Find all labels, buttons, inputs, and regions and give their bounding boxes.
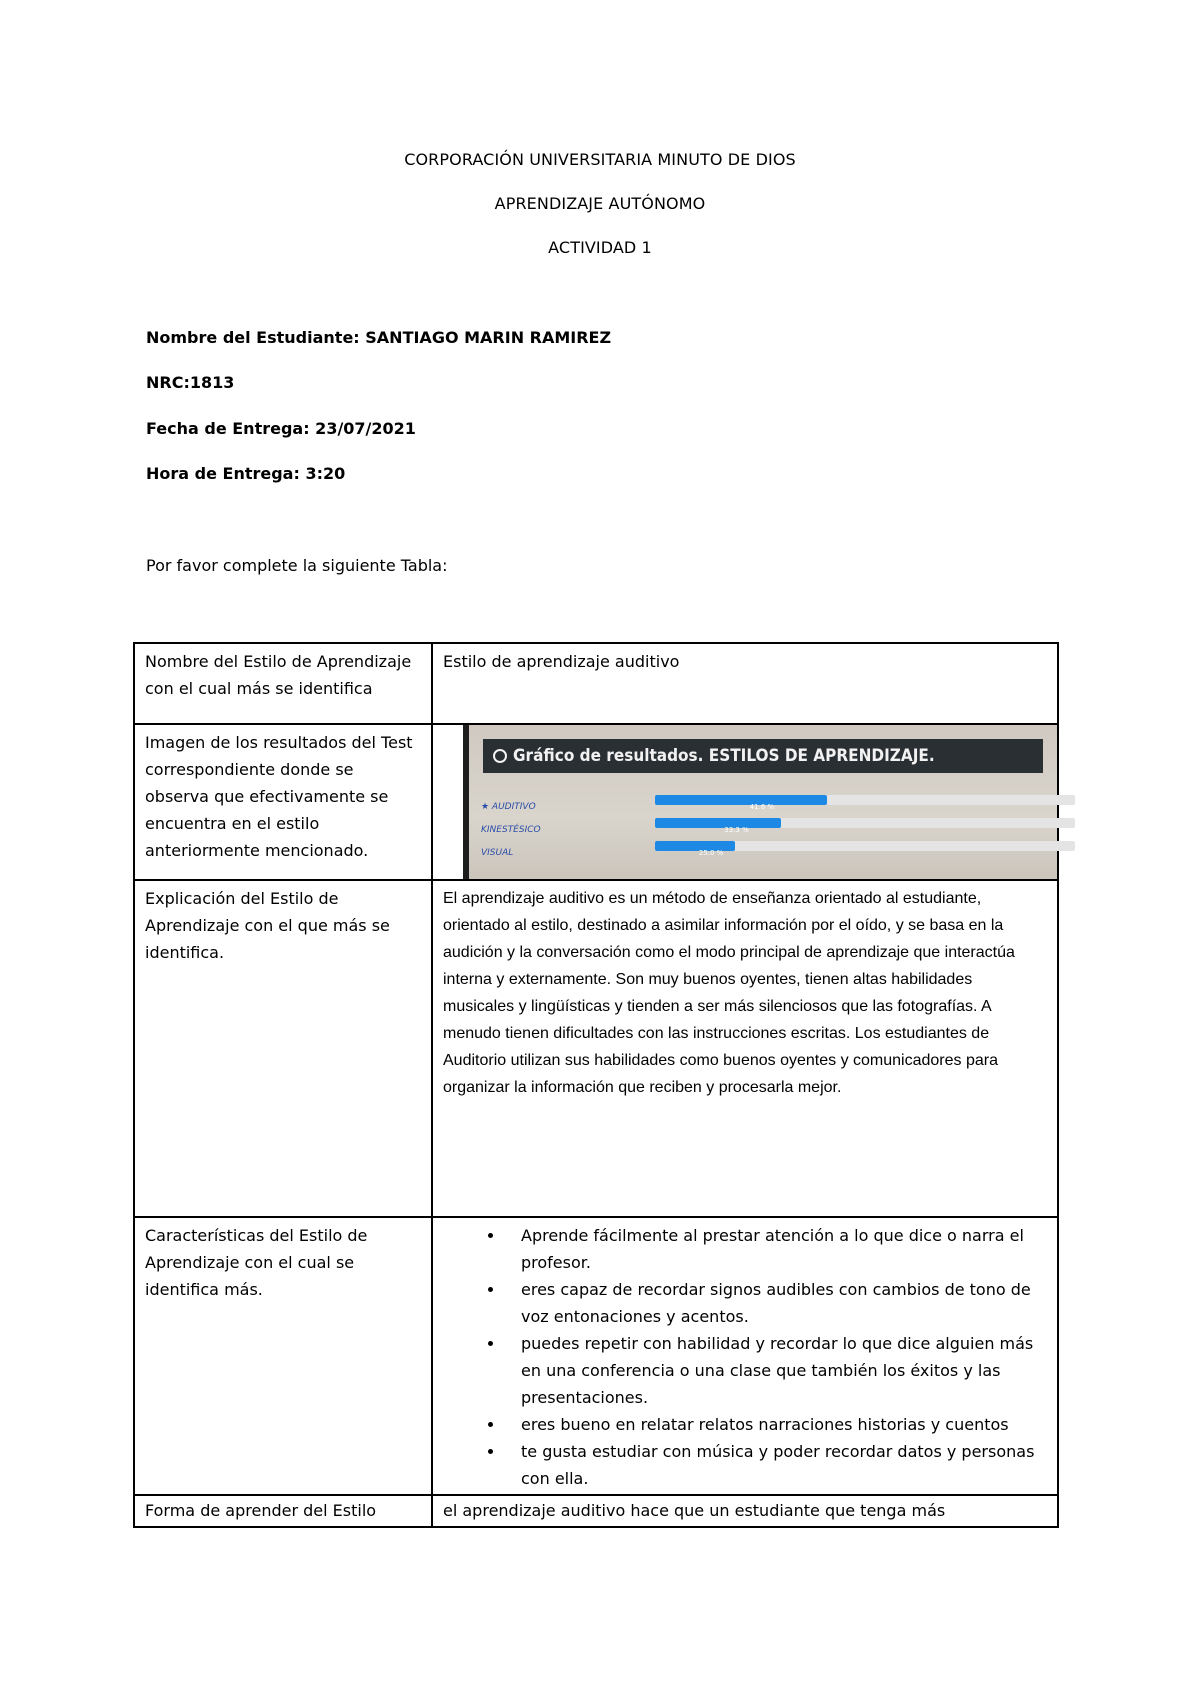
delivery-time: Hora de Entrega: 3:20 — [146, 464, 346, 483]
results-image-cell — [432, 724, 1058, 880]
characteristics-list — [443, 1222, 1047, 1492]
result-bar-track — [655, 795, 1075, 811]
list-item: • eres bueno en relatar relatos narraciones historias y cuentos — [505, 1411, 1047, 1438]
institution-heading: CORPORACIÓN UNIVERSITARIA MINUTO DE DIOS — [404, 150, 796, 169]
results-title: Gráfico de resultados. ESTILOS DE APRENDIZAJE. — [513, 746, 935, 766]
list-item: • te gusta estudiar con música y poder recordar datos y personas con ella. — [505, 1438, 1047, 1492]
result-bar-fill — [655, 818, 781, 834]
user-icon — [493, 749, 507, 763]
result-bar-fill — [655, 841, 735, 857]
row-label: Nombre del Estilo de Aprendizaje con el cual más se identifica — [134, 643, 432, 724]
activity-heading: ACTIVIDAD 1 — [548, 238, 652, 257]
results-screenshot — [463, 725, 1057, 879]
table-row — [134, 1495, 1058, 1527]
characteristics-cell — [432, 1217, 1058, 1495]
result-bar-value: 33.3 % — [724, 826, 749, 834]
result-bar-track — [655, 841, 1075, 857]
list-item: • Aprende fácilmente al prestar atención a lo que dice o narra el profesor. — [505, 1222, 1047, 1276]
result-bar-label: VISUAL — [481, 848, 514, 858]
result-bar-fill — [655, 795, 827, 811]
intro-text: Por favor complete la siguiente Tabla: — [146, 556, 448, 575]
row-value: el aprendizaje auditivo hace que un estudiante que tenga más — [432, 1495, 1058, 1527]
list-item: • eres capaz de recordar signos audibles con cambios de tono de voz entonaciones y acentos. — [505, 1276, 1047, 1330]
learning-style-table — [133, 642, 1059, 1528]
row-label: Explicación del Estilo de Aprendizaje con el que más se identifica. — [134, 880, 432, 1217]
delivery-date: Fecha de Entrega: 23/07/2021 — [146, 419, 416, 438]
student-name: Nombre del Estudiante: SANTIAGO MARIN RAMIREZ — [146, 328, 612, 347]
row-label: Imagen de los resultados del Test correspondiente donde se observa que efectivamente se encuentra en el estilo anteriormente mencionado. — [134, 724, 432, 880]
results-title-bar — [483, 739, 1043, 773]
table-row — [134, 1217, 1058, 1495]
list-item: • puedes repetir con habilidad y recordar lo que dice alguien más en una conferencia o una clase que también los éxitos y las presentaciones. — [505, 1330, 1047, 1411]
result-bar-label: KINESTÉSICO — [481, 825, 541, 835]
row-value: Estilo de aprendizaje auditivo — [432, 643, 1058, 724]
table-row — [134, 724, 1058, 880]
result-bar-label: ★ AUDITIVO — [481, 802, 536, 812]
result-bar-track — [655, 818, 1075, 834]
row-label: Características del Estilo de Aprendizaje con el cual se identifica más. — [134, 1217, 432, 1495]
nrc: NRC:1813 — [146, 373, 235, 392]
table-row — [134, 880, 1058, 1217]
result-bar-value: 25.0 % — [698, 849, 724, 857]
course-heading: APRENDIZAJE AUTÓNOMO — [494, 194, 706, 213]
result-bar-value: 41.6 % — [749, 803, 775, 811]
row-value: El aprendizaje auditivo es un método de enseñanza orientado al estudiante, orientado al estilo, destinado a asimilar información por el oído, y se basa en la audición y la conversación como el modo principal de aprendizaje que interactúa interna y externamente. Son muy buenos oyentes, tienen altas habilidades musicales y lingüísticas y tienden a ser más silenciosos que las fotografías. A menudo tienen dificultades con las instrucciones escritas. Los estudiantes de Auditorio utilizan sus habilidades como buenos oyentes y comunicadores para organizar la información que reciben y procesarla mejor. — [432, 880, 1058, 1217]
table-row — [134, 643, 1058, 724]
row-label: Forma de aprender del Estilo — [134, 1495, 432, 1527]
